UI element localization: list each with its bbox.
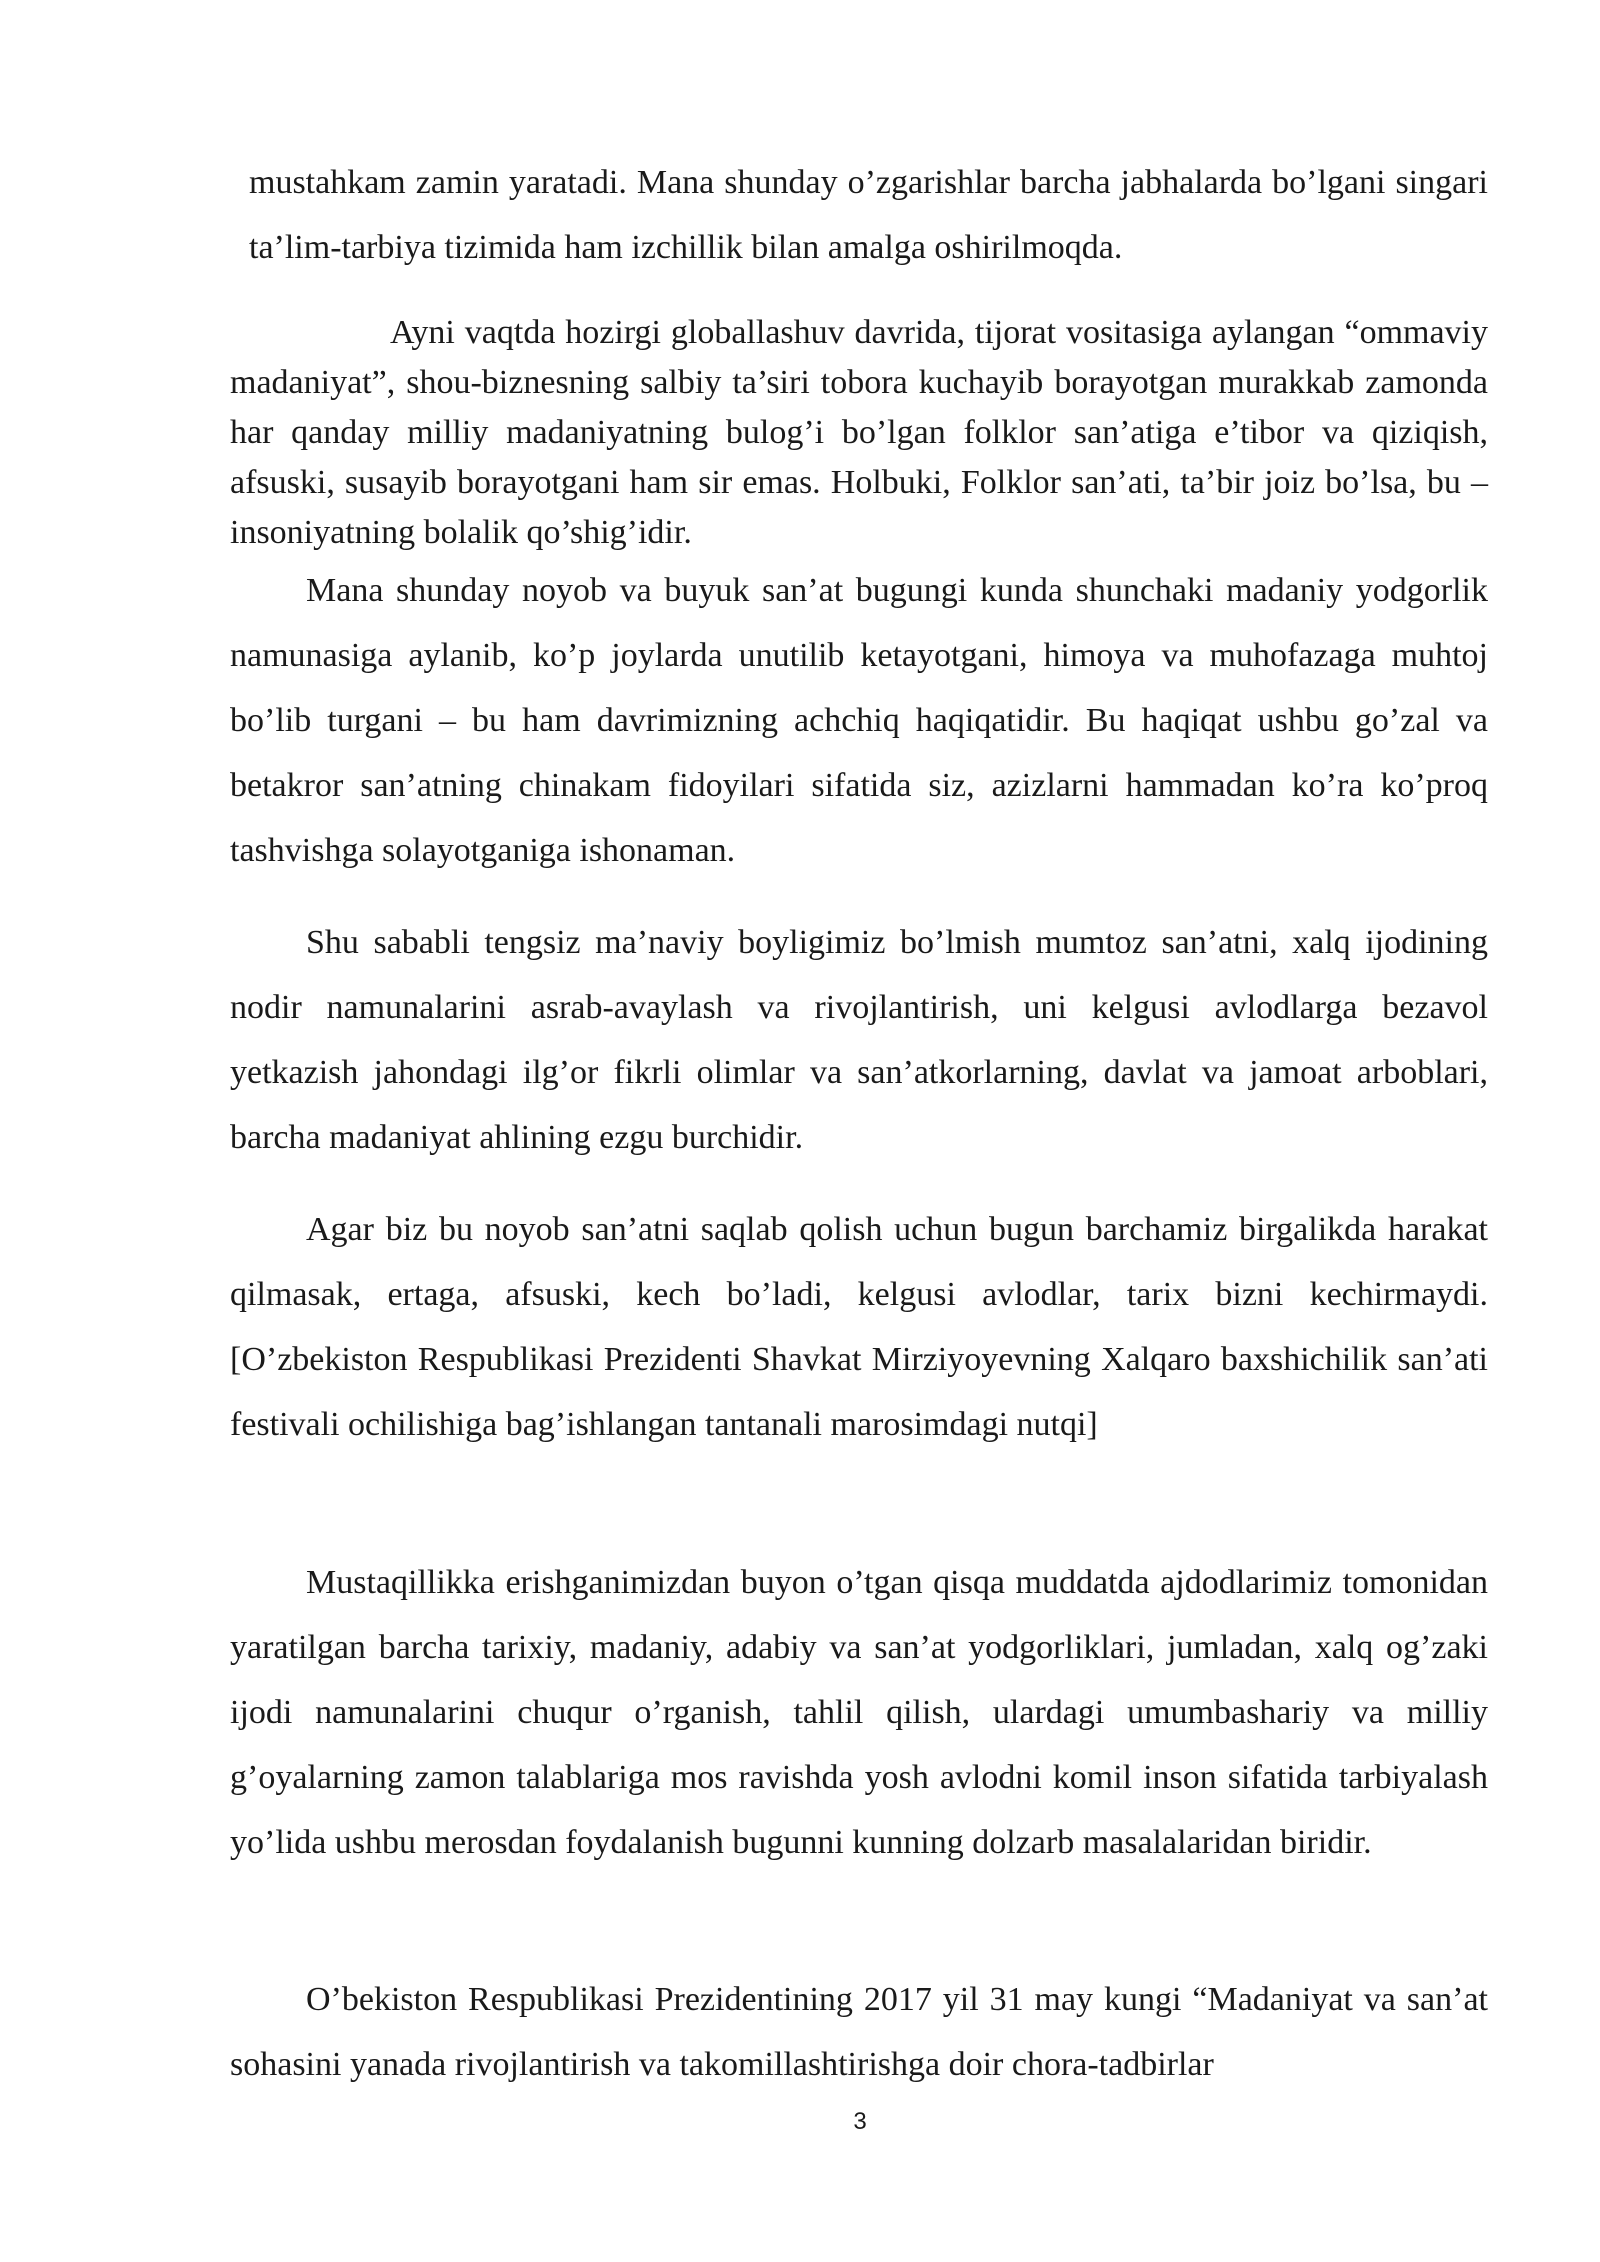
paragraph-6: Mustaqillikka erishganimizdan buyon o’tgan qisqa muddatda ajdodlarimiz tomonidan yaratilgan barcha tarixiy, madaniy, adabiy va san’at yodgorliklari, jumladan, xalq og’zaki ijodi namunalarini chuqur o’rganish, tahlil qilish, ulardagi umumbashariy va milliy g’oyalarning zamon talablariga mos ravishda yosh avlodni komil inson sifatida tarbiyalash yo’lida ushbu merosdan foydalanish bugunni kunning dolzarb masalalaridan biridir. bbox=[230, 1564, 1488, 1861]
paragraph-4: Shu sababli tengsiz ma’naviy boyligimiz bo’lmish mumtoz san’atni, xalq ijodining nodir namunalarini asrab-avaylash va rivojlantirish, uni kelgusi avlodlarga bezavol yetkazish jahondagi ilg’or fikrli olimlar va san’atkorlarning, davlat va jamoat arboblari, barcha madaniyat ahlining ezgu burchidir. bbox=[230, 924, 1488, 1156]
paragraph-2: Ayni vaqtda hozirgi globallashuv davrida, tijorat vositasiga aylangan “ommaviy madaniyat”, shou-biznesning salbiy ta’siri tobora kuchayib borayotgan murakkab zamonda har qanday milliy madaniyatning bulog’i bo’lgan folklor san’atiga e’tibor va qiziqish, afsuski, susayib borayotgani ham sir emas. Holbuki, Folklor san’ati, ta’bir joiz bo’lsa, bu – insoniyatning bolalik qo’shig’idir. bbox=[230, 314, 1488, 551]
paragraph-5: Agar biz bu noyob san’atni saqlab qolish uchun bugun barchamiz birgalikda harakat qilmasak, ertaga, afsuski, kech bo’ladi, kelgusi avlodlar, tarix bizni kechirmaydi. [O’zbekiston Respublikasi Prezidenti Shavkat Mirziyoyevning Xalqaro baxshichilik san’ati festivali ochilishiga bag’ishlangan tantanali marosimdagi nutqi] bbox=[230, 1211, 1488, 1443]
paragraph-3: Mana shunday noyob va buyuk san’at bugungi kunda shunchaki madaniy yodgorlik namunasiga aylanib, ko’p joylarda unutilib ketayotgani, himoya va muhofazaga muhtoj bo’lib turgani – bu ham davrimizning achchiq haqiqatidir. Bu haqiqat ushbu go’zal va betakror san’atning chinakam fidoyilari sifatida siz, azizlarni hammadan ko’ra ko’proq tashvishga solayotganiga ishonaman. bbox=[230, 572, 1488, 869]
paragraph-1: mustahkam zamin yaratadi. Mana shunday o’zgarishlar barcha jabhalarda bo’lgani singari ta’lim-tarbiya tizimida ham izchillik bilan amalga oshirilmoqda. bbox=[249, 164, 1488, 266]
page-number: 3 bbox=[853, 2108, 867, 2135]
paragraph-7: O’bekiston Respublikasi Prezidentining 2017 yil 31 may kungi “Madaniyat va san’at sohasini yanada rivojlantirish va takomillashtirishga doir chora-tadbirlar bbox=[230, 1981, 1488, 2083]
